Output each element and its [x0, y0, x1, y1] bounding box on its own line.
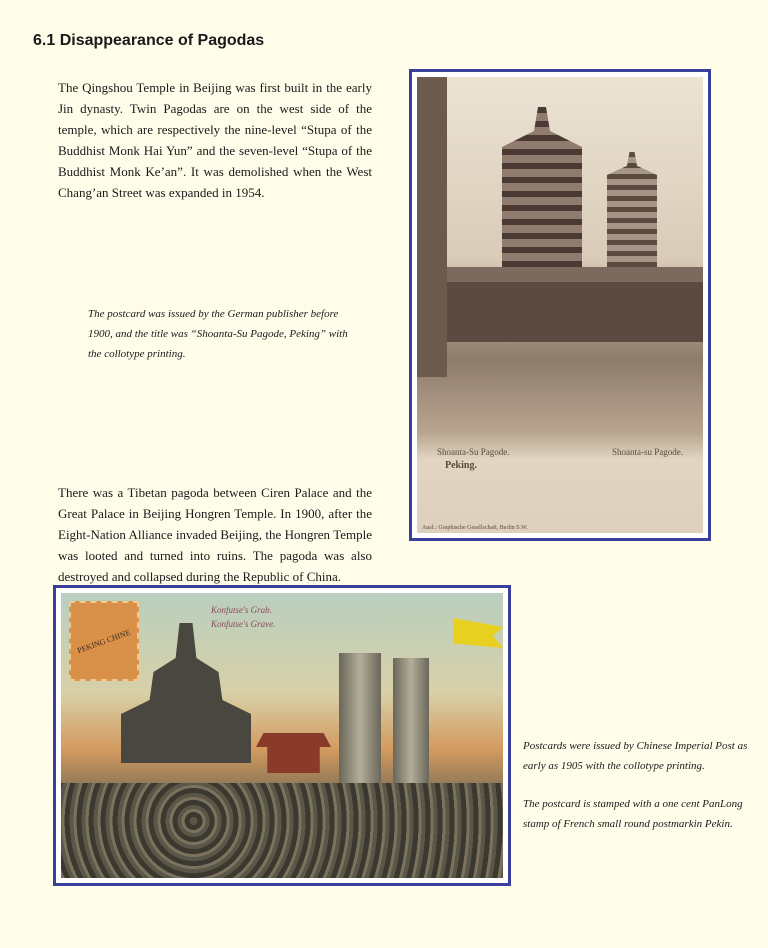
stone-pillar-1 — [339, 653, 381, 793]
paragraph-qingshou-temple: The Qingshou Temple in Beijing was first built in the early Jin dynasty. Twin Pagodas are on the west side of the temple, which are respectively the nine-level “Stupa of the Buddhist Monk Hai Yun” and the seven-level “Stupa of the Buddhist Monk Ke’an”. It was demolished when the West Chang’an Street was expanded in 1954. — [58, 80, 372, 200]
flag — [453, 618, 503, 648]
postcard-label-left: Shoanta-Su Pagode. — [437, 447, 510, 457]
rubble — [61, 783, 503, 878]
big-pagoda — [502, 107, 582, 267]
left-wall — [417, 77, 447, 377]
stamp-postmark-text: PEKING CHINE — [76, 627, 132, 655]
postcard-label-right: Shoanta-su Pagode. — [612, 447, 683, 457]
postcard-title-1: Konfutse's Grab. — [211, 605, 272, 615]
postcard-1-frame — [409, 69, 711, 541]
paragraph-hongren-temple: There was a Tibetan pagoda between Ciren Palace and the Great Palace in Beijing Hongren Temple. In 1900, after the Eight-Nation Alliance invaded Beijing, the Hongren Temple was looted and turned into ruins. The pagoda was also destroyed and collapsed during the Republic of China. — [58, 485, 372, 584]
postcard-publisher: Ausf.: Graphische Gesellschaft, Berlin S.W. — [422, 525, 528, 531]
caption-2-para-2: The postcard is stamped with a one cent PanLong stamp of French small round postmarkin Pekin. — [523, 798, 743, 830]
postcard-label-city: Peking. — [445, 460, 477, 471]
small-pagoda — [607, 152, 657, 267]
postcard-title-2: Konfutse's Grave. — [211, 619, 276, 629]
stone-pillar-2 — [393, 658, 429, 793]
caption-postcard-2 — [523, 737, 753, 853]
stamp — [69, 601, 139, 681]
caption-2-para-1: Postcards were issued by Chinese Imperial Post as early as 1905 with the collotype printing. — [523, 740, 748, 772]
pavilion — [256, 733, 331, 773]
postcard-twin-pagodas-image — [417, 77, 703, 533]
stupa-ruin — [121, 623, 251, 763]
postcard-2-frame — [53, 585, 511, 886]
caption-postcard-1: The postcard was issued by the German publisher before 1900, and the title was “Shoanta-Su Pagode, Peking” with the collotype printing. — [88, 308, 348, 360]
section-title: 6.1 Disappearance of Pagodas — [33, 32, 265, 49]
temple-building — [437, 267, 703, 342]
postcard-confucius-grave-image — [61, 593, 503, 878]
